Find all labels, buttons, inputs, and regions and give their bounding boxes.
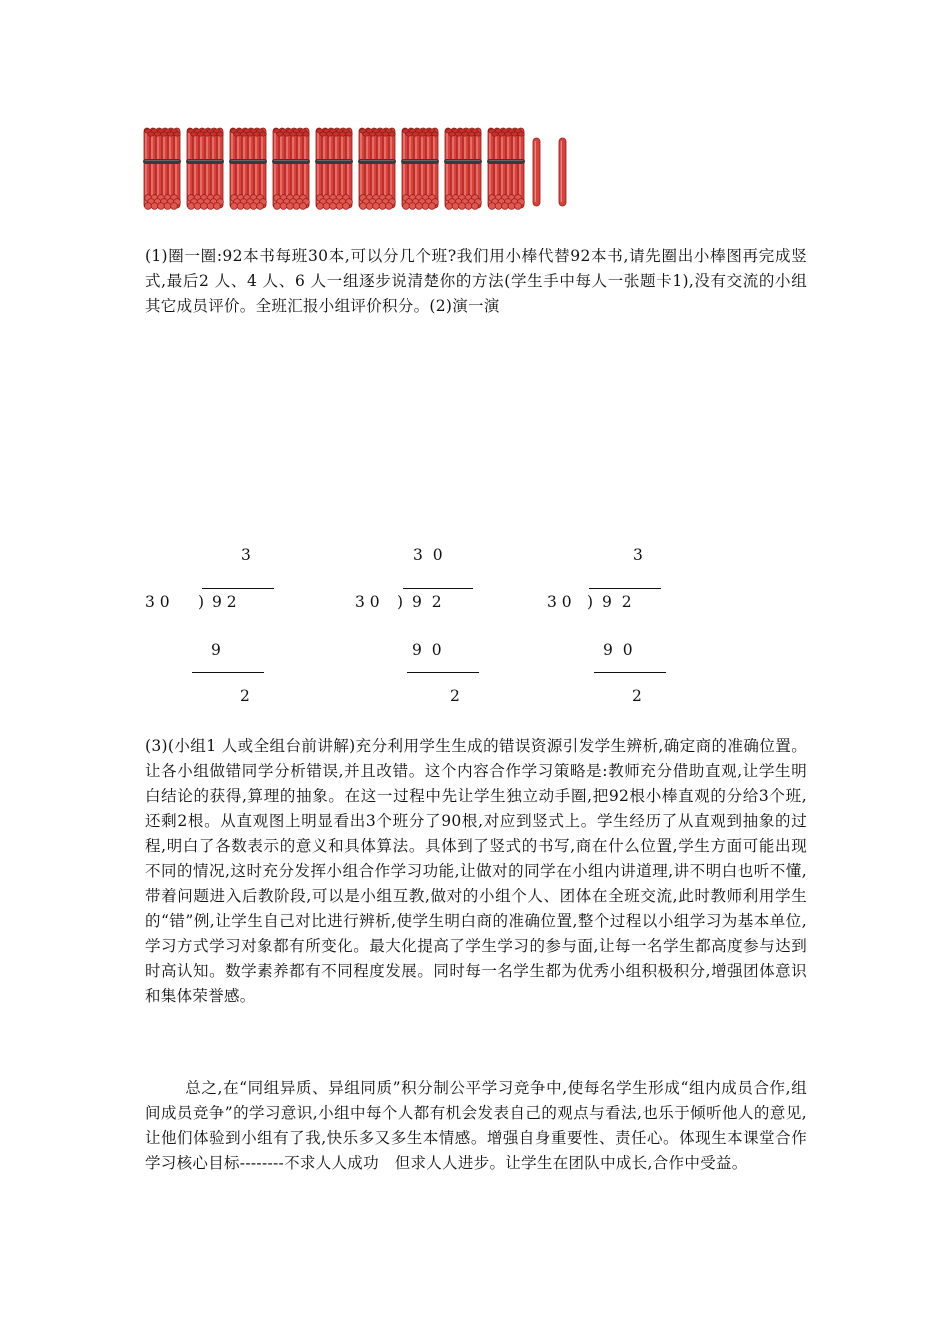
division-quotient: 3 0	[413, 546, 443, 564]
division-subtract-line	[594, 672, 666, 673]
paragraph-group-explanation: (3)(小组1 人或全组台前讲解)充分利用学生生成的错误资源引发学生辨析,确定商的准确位置。让各小组做错同学分析错误,并且改错。这个内容合作学习策略是:教师充分借助直观,让学生明白结论的获得,算理的抽象。在这一过程中先让学生独立动手圈,把92根小棒直观的分给3个班,还剩2根。从直观图上明显看出3个班分了90根,对应到竖式上。学生经历了从直观到抽象的过程,明白了各数表示的意义和具体算法。具体到了竖式的书写,商在什么位置,学生方面可能出现不同的情况,这时充分发挥小组合作学习功能,让做对的同学在小组内讲道理,讲不明白也听不懂,带着问题进入后教阶段,可以是小组互教,做对的小组个人、团体在全班交流,此时教师利用学生的“错”例,让学生自己对比进行辨析,使学生明白商的准确位置,整个过程以小组学习为基本单位,学习方式学习对象都有所变化。最大化提高了学生学习的参与面,让每一名学生都高度参与达到时高认知。数学素养都有不同程度发展。同时每一名学生都为优秀小组积极积分,增强团体意识和集体荣誉感。	[145, 737, 807, 1005]
sticks-bundles-image	[142, 126, 582, 214]
stick-bundle	[444, 128, 482, 209]
stick-bundle	[358, 128, 396, 209]
division-divisor: 3 0	[145, 593, 170, 611]
division-product: 9 0	[412, 641, 442, 659]
paragraph-circle-activity: (1)圈一圈:92本书每班30本,可以分几个班?我们用小棒代替92本书,请先圈出小棒图再完成竖式,最后2 人、4 人、6 人一组逐步说清楚你的方法(学生手中每人一张题卡1),没有交流的小组其它成员评价。全班汇报小组评价积分。(2)演一演	[145, 247, 807, 315]
division-subtract-line	[192, 672, 264, 673]
division-dividend: 9 2	[212, 593, 237, 611]
division-product: 9 0	[603, 641, 633, 659]
stick-bundle	[401, 128, 439, 209]
division-bar	[202, 588, 274, 589]
sticks-illustration	[142, 126, 582, 214]
division-dividend: 9 2	[412, 593, 442, 611]
division-bracket: )	[397, 593, 404, 611]
stick-bundle	[487, 128, 525, 209]
division-product: 9	[211, 641, 221, 659]
division-bracket: )	[198, 593, 205, 611]
division-quotient: 3	[633, 546, 643, 564]
stick-bundle	[143, 128, 181, 209]
stick-bundle	[272, 128, 310, 209]
division-bar	[589, 588, 661, 589]
division-remainder: 2	[240, 687, 250, 705]
division-quotient: 3	[241, 546, 251, 564]
division-subtract-line	[407, 672, 479, 673]
division-remainder: 2	[450, 687, 460, 705]
division-divisor: 3 0	[355, 593, 380, 611]
stick-bundle	[186, 128, 224, 209]
paragraph-summary: 总之,在“同组异质、异组同质”积分制公平学习竞争中,使每名学生形成“组内成员合作,组间成员竞争”的学习意识,小组中每个人都有机会发表自己的观点与看法,也乐于倾听他人的意见,让他们体验到小组有了我,快乐多又多生本情感。增强自身重要性、责任心。体现生本课堂合作学习核心目标--------不求人人成功 但求人人进步。让学生在团队中成长,合作中受益。	[145, 1079, 807, 1172]
division-bar	[403, 588, 473, 589]
division-remainder: 2	[632, 687, 642, 705]
division-bracket: )	[587, 593, 594, 611]
single-stick	[559, 138, 566, 206]
single-stick	[533, 138, 540, 206]
stick-bundle	[229, 128, 267, 209]
stick-bundle	[315, 128, 353, 209]
division-dividend: 9 2	[602, 593, 632, 611]
division-divisor: 3 0	[547, 593, 572, 611]
